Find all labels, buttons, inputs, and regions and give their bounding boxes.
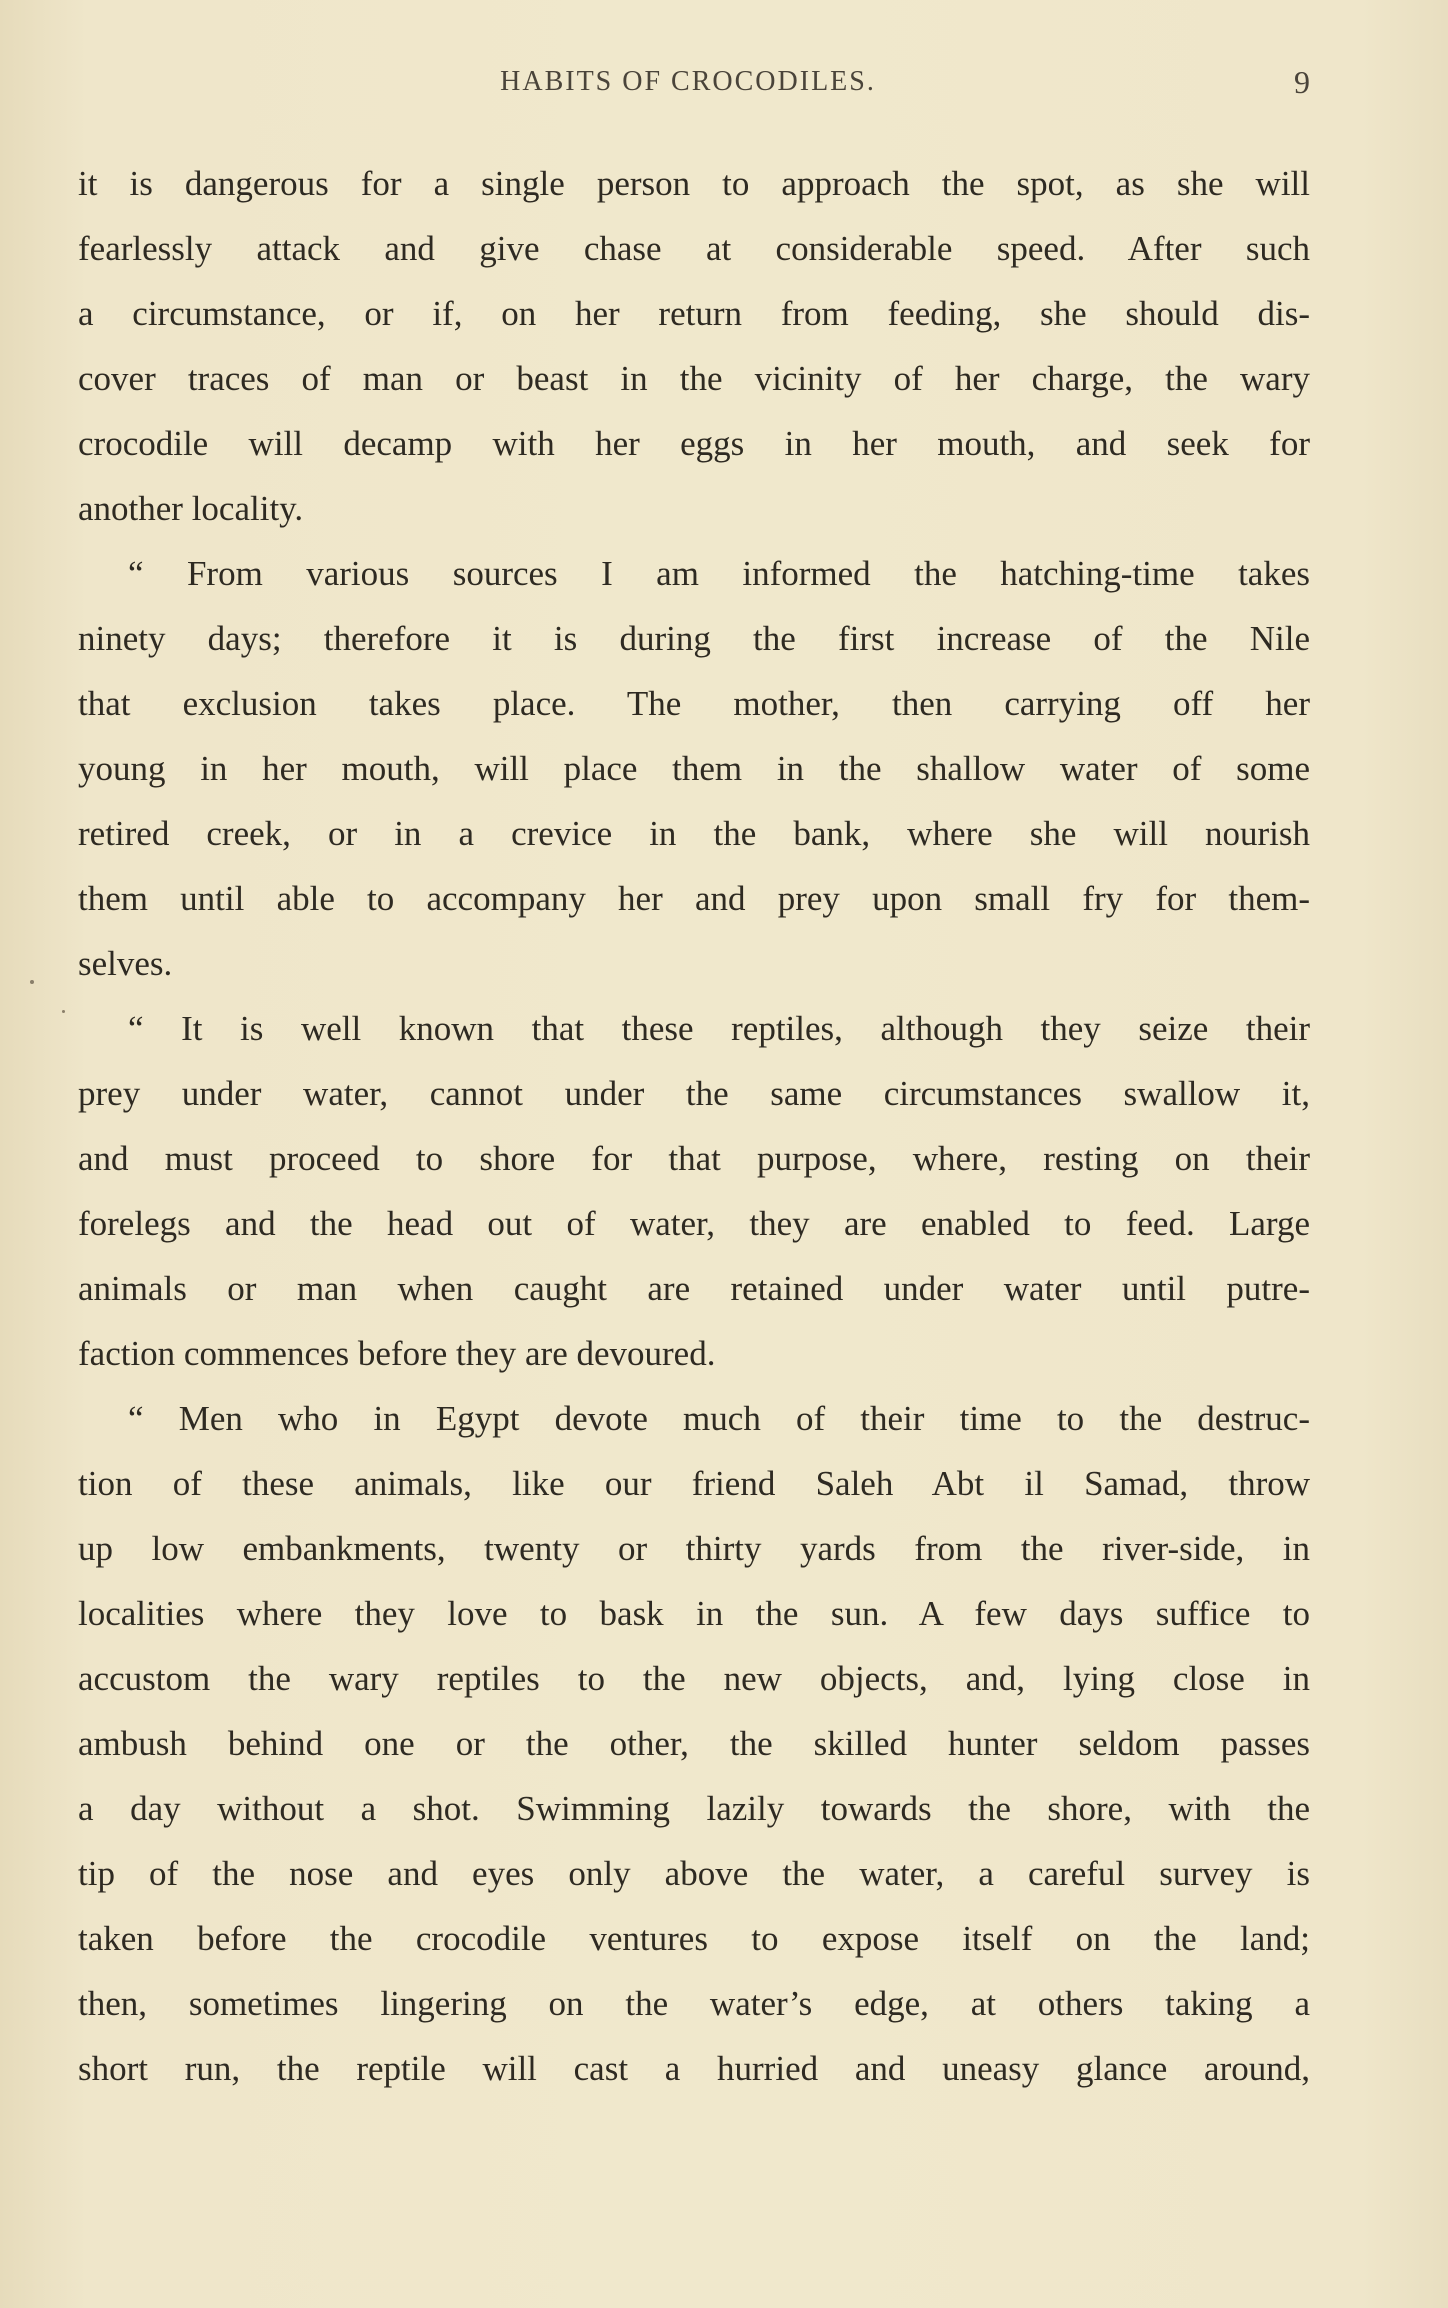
- text-line: then, sometimes lingering on the water’s edge, at others taking a: [78, 1984, 1310, 2023]
- text-line: a day without a shot. Swimming lazily towards the shore, with the: [78, 1789, 1310, 1828]
- text-line: faction commences before they are devoured.: [78, 1334, 716, 1373]
- text-line: another locality.: [78, 489, 304, 528]
- text-line: taken before the crocodile ventures to expose itself on the land;: [78, 1919, 1310, 1958]
- text-line: up low embankments, twenty or thirty yards from the river-side, in: [78, 1529, 1310, 1568]
- text-line: fearlessly attack and give chase at considerable speed. After such: [78, 229, 1310, 268]
- text-line: retired creek, or in a crevice in the bank, where she will nourish: [78, 814, 1310, 853]
- text-line: ambush behind one or the other, the skilled hunter seldom passes: [78, 1724, 1310, 1763]
- text-line: tip of the nose and eyes only above the water, a careful survey is: [78, 1854, 1310, 1893]
- text-line: “ It is well known that these reptiles, although they seize their: [128, 1009, 1310, 1048]
- text-line: “ Men who in Egypt devote much of their time to the destruc-: [128, 1399, 1310, 1438]
- text-line: “ From various sources I am informed the hatching-time takes: [128, 554, 1310, 593]
- running-title: HABITS OF CROCODILES.: [500, 66, 876, 97]
- text-line: crocodile will decamp with her eggs in her mouth, and seek for: [78, 424, 1310, 463]
- text-line: prey under water, cannot under the same circumstances swallow it,: [78, 1074, 1310, 1113]
- text-line: and must proceed to shore for that purpose, where, resting on their: [78, 1139, 1310, 1178]
- paper-speck: [62, 1010, 65, 1013]
- text-line: a circumstance, or if, on her return from feeding, she should dis-: [78, 294, 1310, 333]
- text-line: animals or man when caught are retained under water until putre-: [78, 1269, 1310, 1308]
- text-line: forelegs and the head out of water, they are enabled to feed. Large: [78, 1204, 1310, 1243]
- page-header: [0, 62, 1448, 108]
- text-line: that exclusion takes place. The mother, then carrying off her: [78, 684, 1310, 723]
- text-line: ninety days; therefore it is during the first increase of the Nile: [78, 619, 1310, 658]
- text-line: selves.: [78, 944, 173, 983]
- text-line: accustom the wary reptiles to the new objects, and, lying close in: [78, 1659, 1310, 1698]
- text-line: short run, the reptile will cast a hurried and uneasy glance around,: [78, 2049, 1310, 2088]
- text-line: tion of these animals, like our friend Saleh Abt il Samad, throw: [78, 1464, 1310, 1503]
- text-line: localities where they love to bask in the sun. A few days suffice to: [78, 1594, 1310, 1633]
- page-number: 9: [1294, 64, 1310, 100]
- text-line: it is dangerous for a single person to approach the spot, as she will: [78, 164, 1310, 203]
- body-text: [78, 151, 1310, 2101]
- text-line: cover traces of man or beast in the vicinity of her charge, the wary: [78, 359, 1310, 398]
- text-line: them until able to accompany her and prey upon small fry for them-: [78, 879, 1310, 918]
- paper-speck: [30, 980, 34, 984]
- text-line: young in her mouth, will place them in the shallow water of some: [78, 749, 1310, 788]
